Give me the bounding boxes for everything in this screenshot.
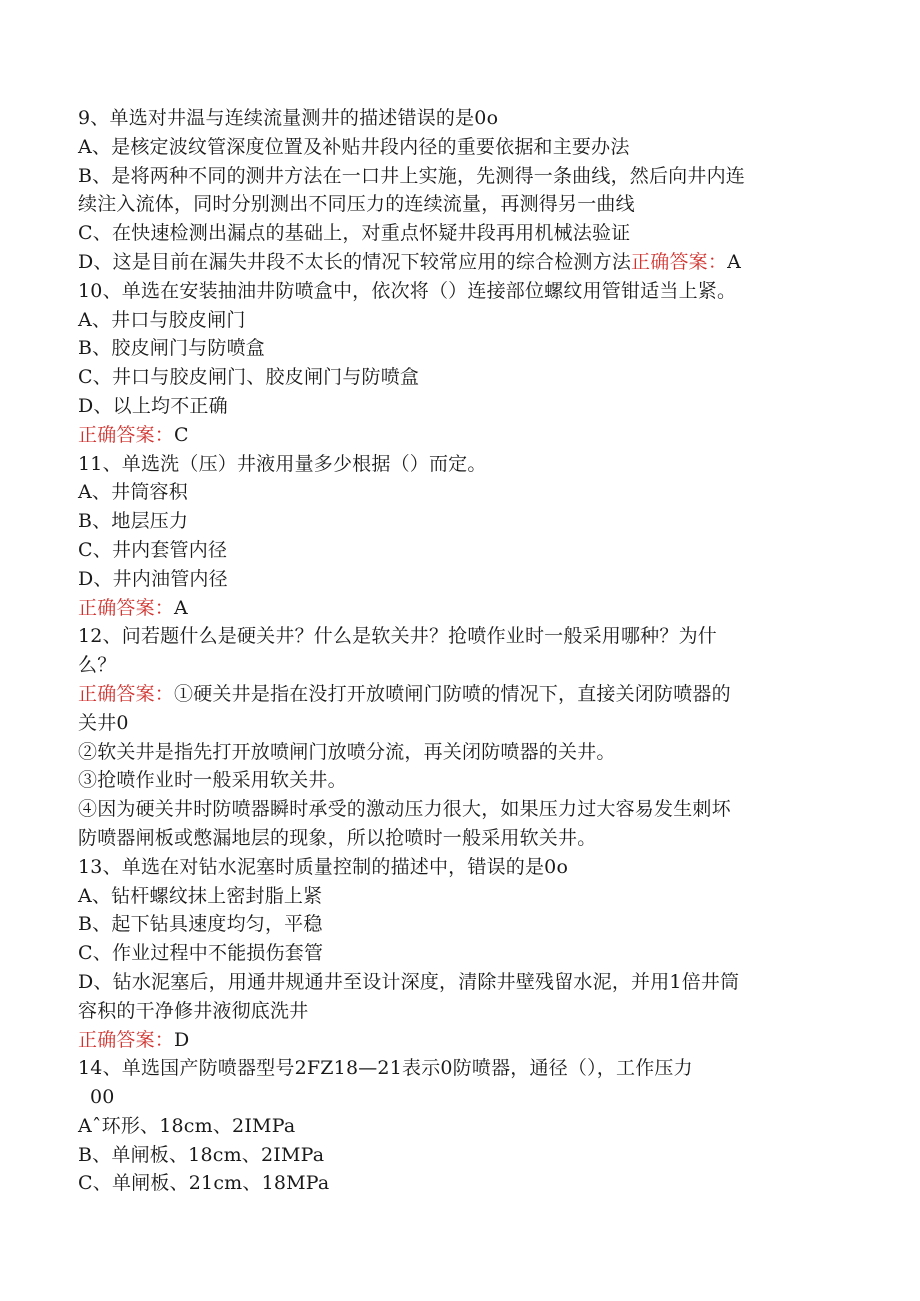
question-text: 14、单选国产防喷器型号2FZ18—21表示0防喷器，通径（），工作压力 <box>78 1057 693 1080</box>
question-11 <box>78 450 838 479</box>
option-b <box>78 507 838 536</box>
option-d <box>78 565 838 594</box>
option-text: B、胶皮闸门与防喷盒 <box>78 337 265 360</box>
option-text: C、井内套管内径 <box>78 538 228 561</box>
answer-line <box>78 594 838 623</box>
option-text: Aˆ环形、18cm、2IMPa <box>78 1114 296 1137</box>
document-body <box>78 104 838 1198</box>
answer-point-4 <box>78 795 838 824</box>
answer-text: 关井0 <box>78 711 129 734</box>
answer-text: ①硬关井是指在没打开放喷闸门防喷的情况下，直接关闭防喷器的 <box>174 682 731 705</box>
answer-line <box>78 680 838 709</box>
option-text: 续注入流体，同时分别测出不同压力的连续流量，再测得另一曲线 <box>78 193 635 216</box>
option-a <box>78 306 838 335</box>
option-a <box>78 133 838 162</box>
answer-label: 正确答案： <box>631 250 728 273</box>
answer-continued <box>78 709 838 738</box>
option-text: B、起下钻具速度均匀，平稳 <box>78 913 323 936</box>
question-text: 13、单选在对钻水泥塞时质量控制的描述中，错误的是0o <box>78 855 569 878</box>
option-b <box>78 1141 838 1170</box>
answer-label: 正确答案： <box>78 596 175 619</box>
question-text: 12、问若题什么是硬关井？什么是软关井？抢喷作业时一般采用哪种？为什 <box>78 625 717 648</box>
option-text: C、井口与胶皮闸门、胶皮闸门与防喷盒 <box>78 366 420 389</box>
option-c <box>78 363 838 392</box>
answer-text: ④因为硬关井时防喷器瞬时承受的激动压力很大，如果压力过大容易发生刺坏 <box>78 798 731 821</box>
option-d-with-answer <box>78 248 838 277</box>
answer-value: C <box>174 423 189 446</box>
option-b-continued <box>78 190 838 219</box>
answer-text: ②软关井是指先打开放喷闸门放喷分流，再关闭防喷器的关井。 <box>78 740 616 763</box>
option-text: A、井口与胶皮闸门 <box>78 308 246 331</box>
option-text: B、是将两种不同的测井方法在一口井上实施，先测得一条曲线，然后向井内连 <box>78 164 745 187</box>
option-c <box>78 1169 838 1198</box>
option-text: D、这是目前在漏失井段不太长的情况下较常应用的综合检测方法 <box>78 250 632 273</box>
question-text: 9、单选对井温与连续流量测井的描述错误的是0o <box>78 107 499 129</box>
answer-point-3 <box>78 766 838 795</box>
answer-label: 正确答案： <box>78 423 175 446</box>
option-text: D、井内油管内径 <box>78 567 228 590</box>
question-text: 00 <box>90 1086 115 1109</box>
answer-text: 防喷器闸板或憋漏地层的现象，所以抢喷时一般采用软关井。 <box>78 826 597 849</box>
option-a <box>78 882 838 911</box>
answer-line <box>78 1026 838 1055</box>
question-text: 么？ <box>78 654 117 677</box>
option-d <box>78 392 838 421</box>
option-a <box>78 1112 838 1141</box>
option-b <box>78 162 838 191</box>
question-text: 10、单选在安装抽油井防喷盒中，依次将（）连接部位螺纹用管钳适当上紧。 <box>78 279 737 302</box>
option-b <box>78 910 838 939</box>
option-text: D、钻水泥塞后，用通井规通井至设计深度，清除井壁残留水泥，并用1倍井筒 <box>78 970 740 993</box>
answer-value: A <box>174 596 188 619</box>
option-text: A、井筒容积 <box>78 481 188 504</box>
option-text: B、地层压力 <box>78 510 189 533</box>
question-14-continued <box>78 1083 838 1112</box>
answer-label: 正确答案： <box>78 1028 175 1051</box>
option-d-continued <box>78 997 838 1026</box>
answer-value: A <box>727 250 741 273</box>
option-c <box>78 219 838 248</box>
question-12-continued <box>78 651 838 680</box>
answer-line <box>78 421 838 450</box>
option-b <box>78 334 838 363</box>
option-d <box>78 968 838 997</box>
option-text: D、以上均不正确 <box>78 394 228 417</box>
question-10 <box>78 277 838 306</box>
question-12 <box>78 622 838 651</box>
option-text: B、单闸板、18cm、2IMPa <box>78 1143 325 1166</box>
option-text: C、作业过程中不能损伤套管 <box>78 942 324 965</box>
option-c <box>78 536 838 565</box>
option-text: 容积的干净修井液彻底洗井 <box>78 999 309 1022</box>
answer-point-2 <box>78 738 838 767</box>
option-text: C、单闸板、21cm、18MPa <box>78 1172 330 1195</box>
answer-value: D <box>174 1028 190 1051</box>
answer-text: ③抢喷作业时一般采用软关井。 <box>78 769 347 792</box>
answer-point-4-continued <box>78 824 838 853</box>
option-a <box>78 478 838 507</box>
option-text: C、在快速检测出漏点的基础上，对重点怀疑井段再用机械法验证 <box>78 222 631 245</box>
option-text: A、钻杆螺纹抹上密封脂上紧 <box>78 884 323 907</box>
option-text: A、是核定波纹管深度位置及补贴井段内径的重要依据和主要办法 <box>78 135 630 158</box>
answer-label: 正确答案： <box>78 682 175 705</box>
question-13 <box>78 853 838 882</box>
question-9 <box>78 104 838 133</box>
question-14 <box>78 1054 838 1083</box>
option-c <box>78 939 838 968</box>
question-text: 11、单选洗（压）井液用量多少根据（）而定。 <box>78 452 487 475</box>
